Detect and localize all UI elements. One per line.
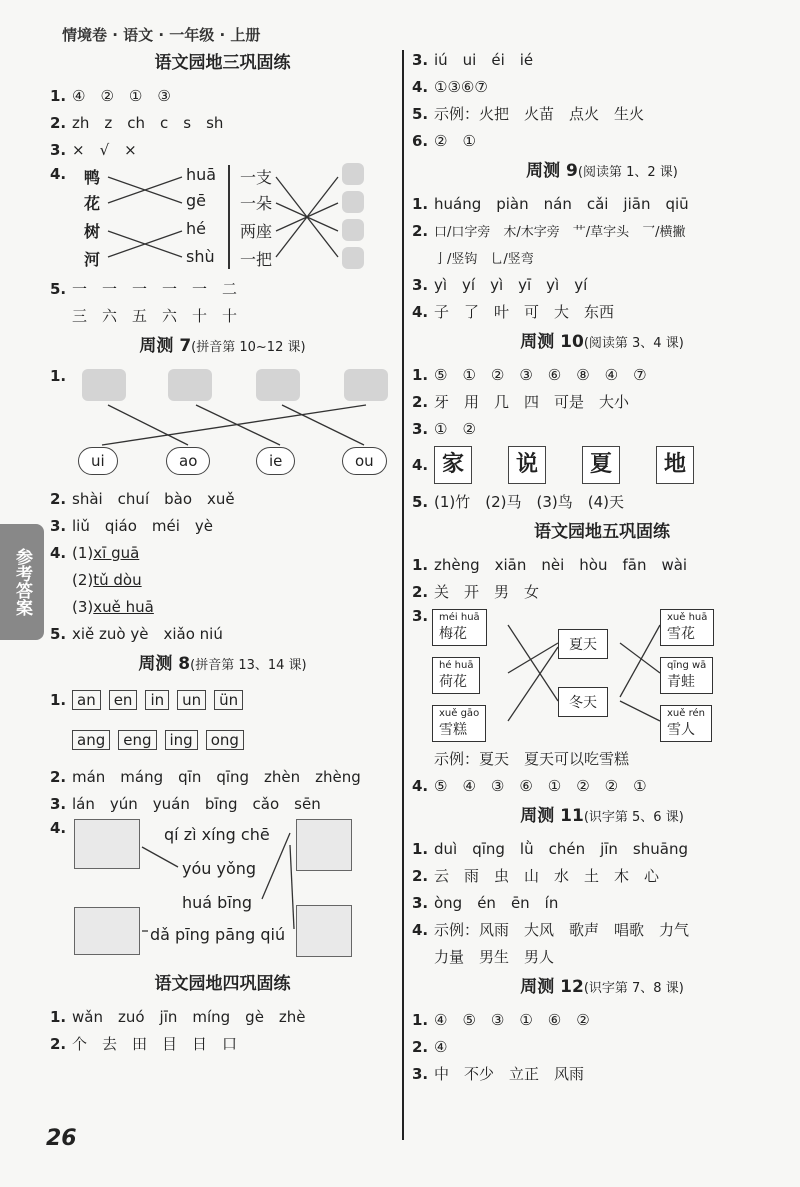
section-name: 周测 12 — [520, 977, 584, 997]
answer: ⑤ ④ ③ ⑥ ① ② ② ① — [434, 777, 647, 795]
q-num: 4. — [50, 165, 67, 183]
measure-word: 一支 — [240, 168, 273, 187]
pinyin: qí zì xíng chē — [164, 825, 270, 844]
answer: zh z ch c s sh — [72, 114, 224, 132]
section-sub: (阅读第 1、2 课) — [577, 165, 678, 180]
q-num: 2. — [50, 489, 67, 508]
q-num: 3. — [50, 140, 67, 159]
tag-hanzi: 荷花 — [439, 674, 467, 690]
pinyin: hé — [186, 219, 206, 238]
sub-num: (2) — [72, 570, 94, 589]
answer: 示例：火把 火苗 点火 生火 — [434, 105, 645, 123]
cloud-lines — [50, 365, 395, 485]
section-sub: (拼音第 10~12 课) — [191, 340, 306, 355]
cloud-ui: ui — [78, 447, 118, 475]
tag-hanzi: 雪花 — [667, 626, 695, 642]
q-num: 3. — [412, 893, 429, 912]
section-title — [412, 974, 792, 1000]
char-grid: 夏 — [582, 446, 620, 484]
section-title — [50, 333, 395, 359]
sub-num: (1) — [72, 543, 94, 562]
q-num: 4. — [412, 776, 429, 795]
sport-lines — [50, 817, 395, 967]
answer: 口/口字旁 木/木字旁 艹/草字头 乛/横撇 — [434, 225, 686, 240]
answer: ①③⑥⑦ — [434, 77, 488, 96]
char-grid: 家 — [434, 446, 472, 484]
answer: 示例：夏天 夏天可以吃雪糕 — [434, 750, 630, 768]
q-num: 6. — [412, 131, 429, 150]
section-sub: (拼音第 13、14 课) — [190, 658, 307, 673]
measure-word: 一把 — [240, 250, 273, 269]
tag-hanzi: 梅花 — [439, 626, 467, 642]
page-number: 26 — [46, 1126, 77, 1151]
q-num: 3. — [412, 607, 429, 625]
answer: 示例：风雨 大风 歌声 唱歌 力气 — [434, 921, 690, 939]
tag-winter: 冬天 — [558, 687, 608, 717]
pinyin: huā — [186, 165, 217, 184]
tag-hanzi: 青蛙 — [667, 674, 695, 690]
answer: shài chuí bào xuě — [72, 490, 235, 508]
answer: 力量 男生 男人 — [434, 948, 555, 966]
answer: 子 了 叶 可 大 东西 — [434, 303, 615, 321]
answer: liǔ qiáo méi yè — [72, 517, 214, 535]
char-grid: 地 — [656, 446, 694, 484]
q-num: 1. — [412, 555, 429, 574]
answer: 亅/竖钩 乚/竖弯 — [434, 252, 534, 267]
answer: 关 开 男 女 — [434, 583, 540, 601]
q-num: 4. — [412, 456, 429, 474]
pinyin: shù — [186, 247, 215, 266]
cloud-matching — [50, 365, 395, 485]
q-num: 1. — [50, 1007, 67, 1026]
section-title: 语文园地四巩固练 — [154, 974, 291, 994]
grid-chip: ing — [165, 730, 198, 750]
char-pic: 花 — [84, 194, 101, 213]
q-num: 4. — [50, 819, 67, 837]
char-pic: 鸭 — [84, 168, 101, 187]
grid-chip: un — [177, 690, 206, 710]
answer: ① ② — [434, 420, 476, 438]
section-title — [412, 329, 792, 355]
answer: xuě huā — [93, 597, 154, 616]
answer: ④ — [434, 1037, 448, 1056]
q-num: 2. — [412, 582, 429, 601]
q-num: 1. — [50, 691, 67, 709]
answer: lán yún yuán bīng cǎo sēn — [72, 795, 321, 813]
answer: 一 一 一 一 一 二 — [72, 280, 238, 298]
pinyin: yóu yǒng — [182, 859, 257, 878]
grid-chip: eng — [118, 730, 156, 750]
answer: mán máng qīn qīng zhèn zhèng — [72, 768, 361, 786]
answer: tǔ dòu — [93, 570, 142, 589]
section-sub: (识字第 5、6 课) — [583, 810, 684, 825]
grid-chip: ong — [206, 730, 244, 750]
measure-word: 一朵 — [240, 194, 273, 213]
section-title — [50, 651, 395, 677]
answer: òng én ēn ín — [434, 894, 559, 912]
char-pic: 树 — [84, 222, 101, 241]
match-lines — [50, 163, 395, 273]
sub-num: (3) — [72, 597, 94, 616]
q-num: 1. — [50, 86, 67, 105]
measure-word: 两座 — [240, 222, 273, 241]
q-num: 3. — [412, 1064, 429, 1083]
cloud-ie: ie — [256, 447, 295, 475]
section-sub: (识字第 7、8 课) — [583, 981, 684, 996]
season-lines — [412, 605, 792, 745]
grid-chip: an — [72, 690, 101, 710]
section-name: 周测 8 — [138, 654, 191, 674]
grid-chip: in — [145, 690, 169, 710]
answer: 三 六 五 六 十 十 — [72, 307, 238, 325]
pinyin: huá bīng — [182, 893, 253, 912]
answer: 牙 用 几 四 可是 大小 — [434, 393, 630, 411]
answer: × √ × — [72, 141, 137, 159]
q-num: 3. — [50, 516, 67, 535]
matching-exercise — [50, 163, 395, 273]
q-num: 1. — [412, 839, 429, 858]
q-num: 2. — [50, 767, 67, 786]
q-num: 2. — [50, 1034, 67, 1053]
q-num: 5. — [50, 279, 67, 298]
section-name: 周测 9 — [526, 161, 578, 181]
section-title — [412, 158, 792, 184]
grid-chip: ün — [214, 690, 243, 710]
tag-pinyin: xuě gāo — [439, 708, 480, 719]
q-num: 2. — [412, 866, 429, 885]
tag-summer: 夏天 — [558, 629, 608, 659]
answer: duì qīng lǜ chén jīn shuāng — [434, 840, 688, 858]
q-num: 4. — [412, 920, 429, 939]
q-num: 1. — [412, 365, 429, 384]
answer: xī guā — [93, 543, 140, 562]
answer: wǎn zuó jīn míng gè zhè — [72, 1008, 306, 1026]
section-title: 语文园地五巩固练 — [534, 522, 670, 542]
q-num: 4. — [50, 543, 67, 562]
char-pic: 河 — [84, 250, 101, 269]
answer: huáng piàn nán cǎi jiān qiū — [434, 195, 689, 213]
q-num: 4. — [412, 77, 429, 96]
q-num: 3. — [412, 419, 429, 438]
q-num: 1. — [412, 194, 429, 213]
char-grid: 说 — [508, 446, 546, 484]
answer: zhèng xiān nèi hòu fān wài — [434, 556, 688, 574]
q-num: 1. — [50, 367, 67, 385]
tag-pinyin: méi huā — [439, 612, 480, 623]
answer: xiě zuò yè xiǎo niú — [72, 625, 223, 643]
section-title — [412, 803, 792, 829]
answer: ④ ⑤ ③ ① ⑥ ② — [434, 1011, 590, 1029]
q-num: 3. — [50, 794, 67, 813]
tag-pinyin: qīng wā — [667, 660, 707, 671]
pinyin: gē — [186, 191, 206, 210]
tag-pinyin: xuě rén — [667, 708, 705, 719]
q-num: 3. — [412, 275, 429, 294]
section-name: 周测 11 — [520, 806, 584, 826]
q-num: 2. — [412, 1037, 429, 1056]
section-title: 语文园地三巩固练 — [154, 53, 291, 73]
section-sub: (阅读第 3、4 课) — [583, 336, 684, 351]
q-num: 2. — [412, 221, 429, 240]
section-name: 周测 10 — [520, 332, 584, 352]
grid-chip: en — [109, 690, 138, 710]
answer: ② ① — [434, 132, 476, 150]
q-num: 4. — [412, 302, 429, 321]
right-column — [412, 46, 792, 1087]
q-num: 2. — [412, 392, 429, 411]
q-num: 3. — [412, 50, 429, 69]
answer: 个 去 田 目 日 口 — [72, 1035, 238, 1053]
sport-matching — [50, 817, 395, 967]
answer: yì yí yì yī yì yí — [434, 276, 588, 294]
column-divider — [402, 50, 404, 1140]
cloud-ou: ou — [342, 447, 387, 475]
tag-hanzi: 雪人 — [667, 722, 695, 738]
left-column — [50, 46, 395, 1057]
q-num: 1. — [412, 1010, 429, 1029]
answer: ④ ② ① ③ — [72, 87, 171, 105]
cloud-ao: ao — [166, 447, 210, 475]
answer: 中 不少 立正 风雨 — [434, 1065, 585, 1083]
q-num: 2. — [50, 113, 67, 132]
q-num: 5. — [412, 104, 429, 123]
book-header: 情境卷 · 语文 · 一年级 · 上册 — [62, 26, 261, 44]
answer: ⑤ ① ② ③ ⑥ ⑧ ④ ⑦ — [434, 366, 647, 384]
tag-pinyin: xuě huā — [667, 612, 708, 623]
tag-pinyin: hé huā — [439, 660, 474, 671]
side-tab: 参考答案 — [0, 524, 44, 640]
answer: iú ui éi ié — [434, 51, 534, 69]
grid-chip: ang — [72, 730, 110, 750]
q-num: 5. — [50, 624, 67, 643]
q-num: 5. — [412, 492, 429, 511]
section-name: 周测 7 — [139, 336, 192, 356]
tag-hanzi: 雪糕 — [439, 722, 467, 738]
answer: 云 雨 虫 山 水 土 木 心 — [434, 867, 660, 885]
pinyin: dǎ pīng pāng qiú — [150, 925, 286, 944]
answer: (1)竹 (2)马 (3)鸟 (4)天 — [434, 493, 624, 511]
season-matching — [412, 605, 792, 745]
